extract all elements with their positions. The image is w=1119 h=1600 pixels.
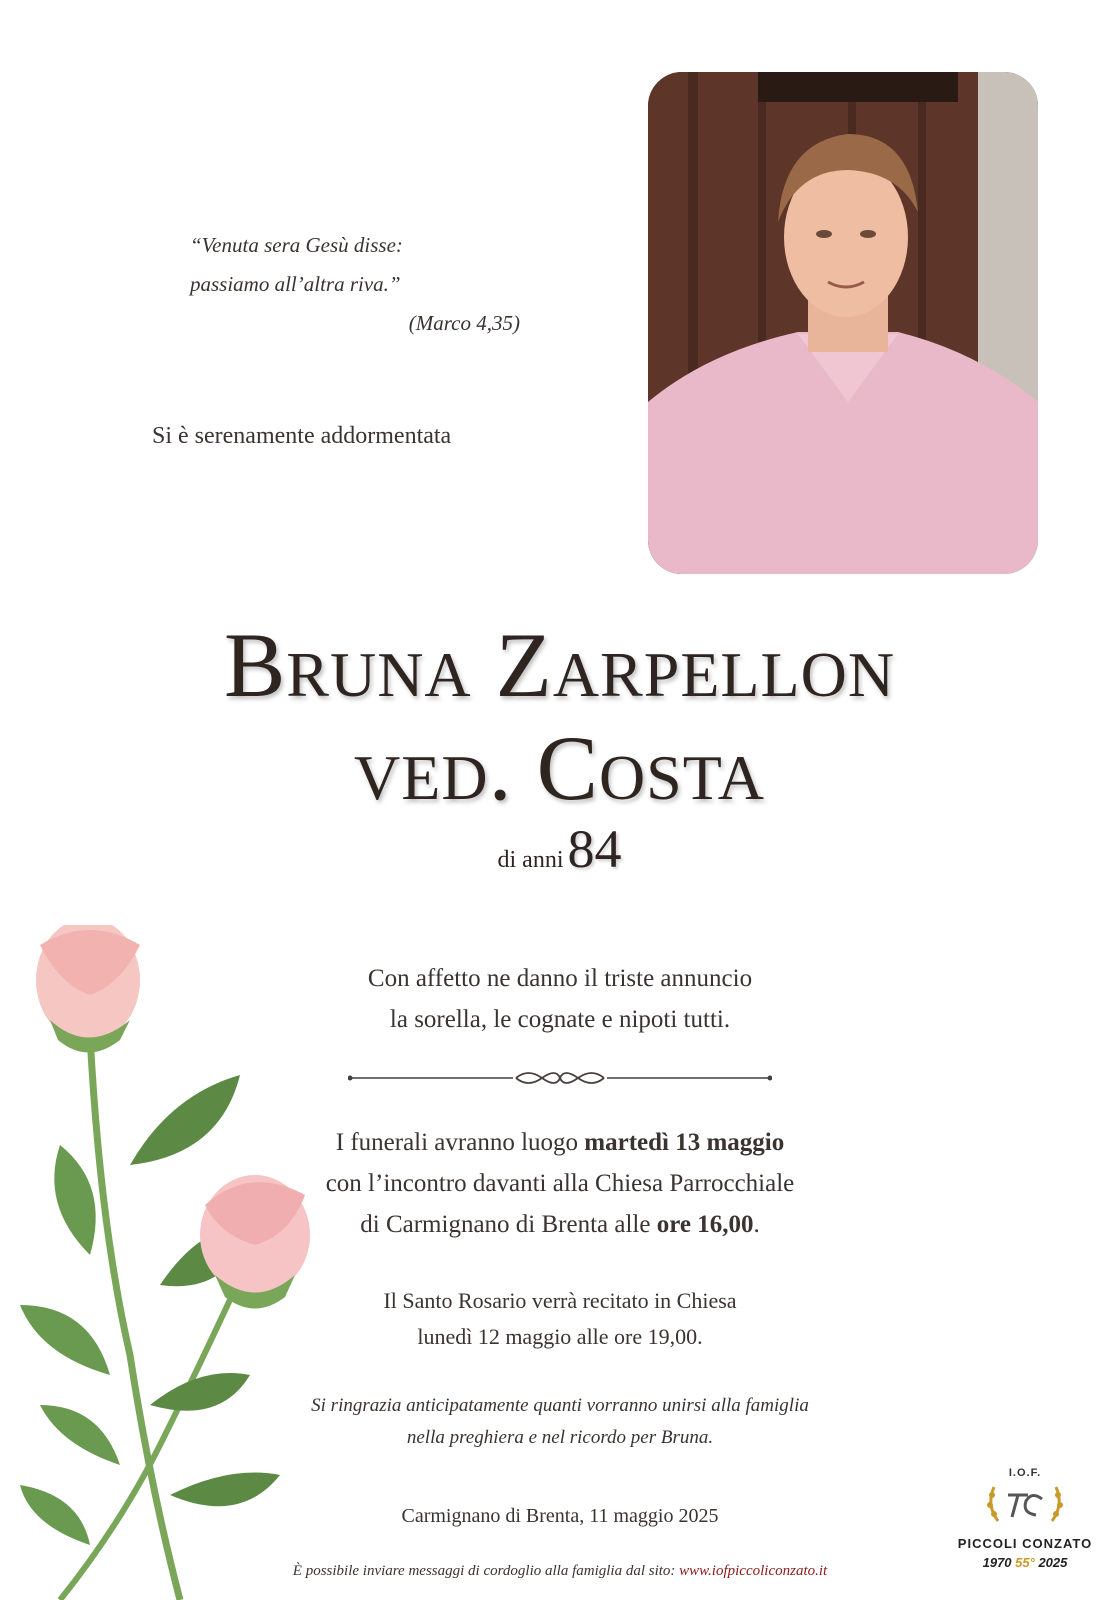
thanks-line-2: nella preghiera e nel ricordo per Bruna. (406, 1427, 714, 1448)
funeral-date: martedì 13 maggio (584, 1129, 785, 1156)
footer-note (150, 1563, 970, 1580)
funeral-line-1a: I funerali avranno luogo (335, 1129, 585, 1156)
funeral-line-3c: . (753, 1211, 760, 1238)
laurel-monogram-icon (980, 1481, 1070, 1527)
age-label: di anni (497, 847, 564, 873)
footer-text: È possibile inviare messaggi di cordoglio alla famiglia dal sito: (292, 1563, 680, 1579)
logo-iof: I.O.F. (1008, 1467, 1042, 1479)
funeral-line-2: con l’incontro davanti alla Chiesa Parrocchiale (325, 1170, 795, 1197)
thanks-note (240, 1390, 880, 1454)
deceased-widow-name: ved. Costa (354, 717, 765, 819)
thanks-line-1: Si ringrazia anticipatamente quanti vorranno unirsi alla famiglia (311, 1395, 809, 1416)
rosary-line-2: lunedì 12 maggio alle ore 19,00. (417, 1324, 703, 1349)
age-value: 84 (567, 819, 622, 879)
funeral-home-logo (945, 1467, 1105, 1587)
funeral-time: ore 16,00 (656, 1211, 754, 1238)
announcement-line-2: la sorella, le cognate e nipoti tutti. (389, 1006, 731, 1033)
deceased-age (0, 818, 1119, 880)
bible-quote (190, 226, 550, 343)
intro-text: Si è serenamente addormentata (152, 423, 452, 449)
place-date: Carmignano di Brenta, 11 maggio 2025 (401, 1505, 719, 1527)
logo-brand: PICCOLI CONZATO (957, 1536, 1093, 1551)
ornament-divider (348, 1066, 772, 1090)
rosary-details (240, 1283, 880, 1355)
portrait-photo (648, 72, 1038, 574)
logo-year-end: 2025 (1038, 1555, 1068, 1570)
funeral-line-3a: di Carmignano di Brenta alle (360, 1211, 657, 1238)
deceased-name: Bruna Zarpellon (223, 614, 896, 716)
logo-year-start: 1970 (982, 1555, 1012, 1570)
logo-anniversary: 55° (1015, 1555, 1035, 1570)
quote-line-1: “Venuta sera Gesù disse: (190, 233, 403, 257)
rosary-line-1: Il Santo Rosario verrà recitato in Chiesa (383, 1288, 737, 1313)
announcement (240, 958, 880, 1040)
funeral-details (240, 1122, 880, 1245)
announcement-line-1: Con affetto ne danno il triste annuncio (367, 965, 753, 992)
quote-reference: (Marco 4,35) (408, 311, 520, 335)
website-link[interactable]: www.iofpiccoliconzato.it (679, 1563, 828, 1579)
quote-line-2: passiamo all’altra riva.” (190, 272, 401, 296)
logo-years (945, 1555, 1105, 1570)
